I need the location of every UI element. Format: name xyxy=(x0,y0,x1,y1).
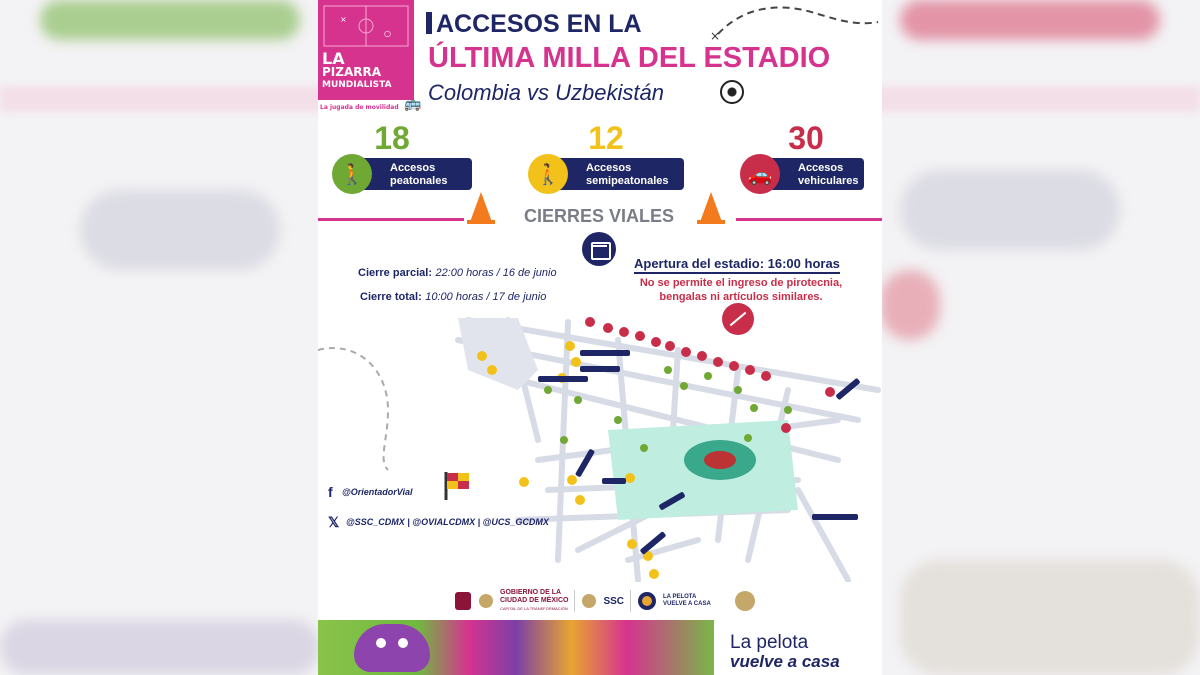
stat-label-line-1: Accesos xyxy=(586,162,632,174)
divider-left xyxy=(318,218,464,221)
chalkboard-field-icon xyxy=(320,2,412,50)
backdrop-blob xyxy=(900,560,1200,675)
backdrop-blob xyxy=(900,0,1160,40)
traffic-cone-icon xyxy=(470,192,492,222)
banner-line-2: vuelve a casa xyxy=(730,652,840,671)
crosswalk-icon: 🚶 xyxy=(528,154,568,194)
stadium-opening: Apertura del estadio: 16:00 horas xyxy=(634,256,840,274)
stat-number: 30 xyxy=(788,120,824,156)
referee-flag-icon xyxy=(442,470,472,502)
x-icon: 𝕏 xyxy=(328,514,340,530)
backdrop-blob xyxy=(40,0,300,40)
partial-closure xyxy=(358,266,557,279)
backdrop-blob xyxy=(80,190,280,270)
footer-logos xyxy=(454,588,755,614)
title-line-2: ÚLTIMA MILLA DEL ESTADIO xyxy=(428,42,831,74)
banner-artwork xyxy=(318,620,714,675)
logo-line-1: LA xyxy=(322,49,345,68)
pelota-line-1: LA PELOTA xyxy=(663,594,697,600)
svg-text:×: × xyxy=(340,15,347,24)
x-handles[interactable]: @SSC_CDMX | @OVIALCDMX | @UCS_GCDMX xyxy=(346,517,549,527)
backdrop-blob xyxy=(0,620,320,675)
stat-label-line-2: peatonales xyxy=(390,175,448,187)
partial-closure-label: Cierre parcial: xyxy=(358,267,432,279)
stat-label xyxy=(550,158,684,190)
total-closure xyxy=(360,290,546,303)
facebook-icon: f xyxy=(328,484,333,500)
gov-logo-text xyxy=(500,589,568,613)
dashed-play-line xyxy=(708,0,882,50)
car-icon: 🚗 xyxy=(740,154,780,194)
access-map xyxy=(318,310,882,582)
pelota-logo-text xyxy=(663,594,711,608)
pyrotechnics-notice: No se permite el ingreso de pirotecnia, bengalas ni artículos similares. xyxy=(639,277,843,303)
svg-text:○: ○ xyxy=(384,29,391,38)
stat-label-line-1: Accesos xyxy=(798,162,844,174)
calendar-icon xyxy=(582,232,616,266)
logo-tagline: La jugada de movilidad xyxy=(320,104,399,111)
match-subtitle: Colombia vs Uzbekistán xyxy=(428,80,664,105)
soccer-ball-icon xyxy=(720,80,744,104)
backdrop-blob xyxy=(900,170,1120,250)
logo-line-2: PIZARRA xyxy=(322,65,382,79)
infographic-poster xyxy=(318,0,882,675)
axolotl-icon xyxy=(354,624,430,672)
cdmx-shield-icon xyxy=(454,591,472,611)
pizarra-logo xyxy=(318,0,414,100)
gov-line-1: GOBIERNO DE LA xyxy=(500,589,562,596)
closures-heading: CIERRES VIALES xyxy=(524,206,675,226)
partial-closure-value: 22:00 horas / 16 de junio xyxy=(435,267,557,279)
total-closure-label: Cierre total: xyxy=(360,291,422,303)
stat-number: 12 xyxy=(588,120,624,156)
backdrop-blob xyxy=(880,270,940,340)
cdmx-emblem-icon xyxy=(478,591,494,611)
footer-separator xyxy=(574,590,575,612)
dashed-route xyxy=(318,348,388,470)
seal-icon xyxy=(735,591,755,611)
stat-number: 18 xyxy=(374,120,410,156)
stat-label-line-1: Accesos xyxy=(390,162,436,174)
gov-line-2: CIUDAD DE MÉXICO xyxy=(500,597,569,604)
footer-separator xyxy=(630,590,631,612)
pelota-logo-icon xyxy=(637,591,657,611)
traffic-cone-icon xyxy=(700,192,722,222)
ssc-badge-icon xyxy=(581,592,597,610)
ssc-logo: SSC xyxy=(603,595,625,607)
bus-icon: 🚌 xyxy=(404,96,422,112)
gov-line-3: CAPITAL DE LA TRANSFORMACIÓN xyxy=(500,606,568,611)
logo-line-3: MUNDIALISTA xyxy=(322,80,392,90)
svg-text:×: × xyxy=(710,29,721,43)
pelota-line-2: VUELVE A CASA xyxy=(663,601,711,607)
stat-label-line-2: semipeatonales xyxy=(586,175,669,187)
banner-line-1: La pelota xyxy=(730,632,809,653)
title-line-1: ACCESOS EN LA xyxy=(426,10,642,39)
divider-right xyxy=(736,218,882,221)
pedestrian-icon: 🚶 xyxy=(332,154,372,194)
facebook-handle[interactable]: @OrientadorVial xyxy=(342,487,413,497)
bottom-banner xyxy=(318,620,882,675)
stadium-field xyxy=(704,451,736,469)
total-closure-value: 10:00 horas / 17 de junio xyxy=(425,291,547,303)
stat-label-line-2: vehiculares xyxy=(798,175,859,187)
